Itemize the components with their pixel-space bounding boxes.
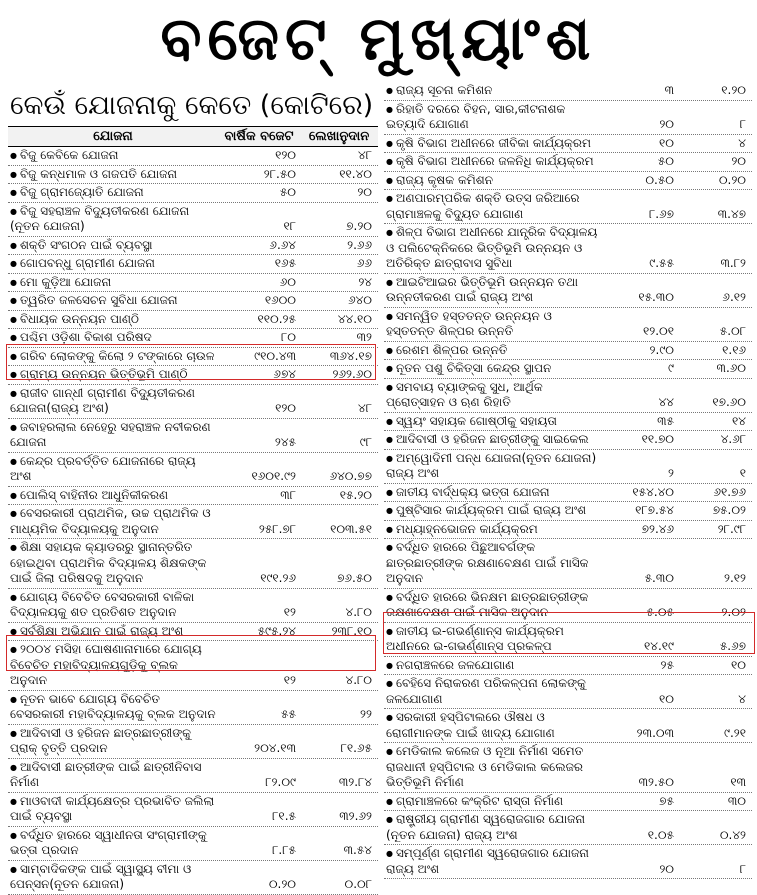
- scheme-name: ● ରେଶମ ଶିଳ୍ପର ଉନ୍ନତି: [384, 343, 604, 359]
- table-row: [384, 101, 752, 135]
- table-row: [384, 450, 752, 484]
- vote-on-account-value: ୬୧.୭୬: [713, 484, 746, 499]
- right-rows: [384, 82, 752, 879]
- scheme-name: ● ଜାତୀୟ ଇ-ଗଭର୍ଣ୍ଣାନ୍ସ କାର୍ଯ୍ୟକ୍ରମ ଅଧୀନରେ ଇ-ଗଭର୍ଣ୍ଣାନ୍ସ ପ୍ରକଳ୍ପ: [384, 624, 604, 655]
- vote-on-account-value: ୨.୧୨: [723, 571, 746, 585]
- table-row: [384, 308, 752, 342]
- annual-budget-value: ୧୧.୭୦: [641, 432, 674, 446]
- scheme-name: ● ଶିକ୍ଷା ସହାୟକ କ୍ୟାଡରରୁ ସ୍ଥାନାନ୍ତରିତ ହୋଇଥିବା ପ୍ରାଥମିକ ବିଦ୍ୟାଳୟ ଶିକ୍ଷକଙ୍କ ପାଇଁ ଜିଲା ପରିଷଦକୁ ଅନୁଦାନ: [8, 540, 218, 587]
- scheme-name: ● ସର୍ବଶିକ୍ଷା ଅଭିଯାନ ପାଇଁ ରାଜ୍ୟ ଅଂଶ: [8, 624, 218, 640]
- vote-on-account-value: ୬୬: [356, 256, 372, 270]
- vote-on-account-value: ୨୦: [357, 185, 372, 199]
- scheme-name: ● ବିଧାୟକ ଉନ୍ନୟନ ପାଣ୍ଠି: [8, 312, 218, 328]
- scheme-name: ● ଗରିବ ଲୋକଙ୍କୁ କିଲୋ ୨ ଟଙ୍କାରେ ଚାଉଳ: [8, 349, 218, 365]
- table-row: [8, 623, 378, 642]
- vote-on-account-value: ୦.୨୦: [718, 172, 746, 187]
- scheme-name: ● ନୂତନ ପଶୁ ଚିକିତ୍ସା କେନ୍ଦ୍ର ସ୍ଥାପନ: [384, 361, 604, 377]
- scheme-name: ● ବିଜୁ ସହରାଞ୍ଚଳ ବିଦ୍ୟୁତୀକରଣ ଯୋଜନା (ନୂତନ ଯୋଜନା): [8, 204, 218, 235]
- scheme-name: ● ମଧ୍ୟାହ୍ନଭୋଜନ କାର୍ଯ୍ୟକ୍ରମ: [384, 522, 604, 538]
- table-row: [8, 691, 378, 725]
- vote-on-account-value: ୩୨: [356, 330, 372, 344]
- annual-budget-value: ୧୫୪.୪୦: [632, 484, 674, 499]
- annual-budget-value: ୮୨.୦୯: [265, 775, 296, 789]
- scheme-name: ● ମାଓବାଦୀ କାର୍ଯ୍ୟକ୍ଷେତ୍ର ପ୍ରଭାବିତ ଜଲିଲା ପାଇଁ ବ୍ୟବସ୍ଥା: [8, 794, 218, 825]
- annual-budget-value: ୨୦: [659, 861, 674, 876]
- vote-on-account-value: ୨୮.୯୮: [717, 521, 746, 536]
- vote-on-account-value: ୩୨.୬୨: [339, 809, 372, 823]
- annual-budget-value: ୫୫: [281, 707, 296, 721]
- left-rows: [8, 147, 378, 895]
- vote-on-account-value: ୧୭.୬୦: [712, 395, 746, 409]
- scheme-name: ● ସମବାୟ ବ୍ୟାଙ୍କକୁ ସୁଧ, ଆର୍ଥିକ ପ୍ରୋତ୍ସାହନ ଓ ଋଣ ରିହାତି: [384, 380, 604, 411]
- vote-on-account-value: ୩୨.୮୪: [338, 775, 372, 789]
- table-row: [384, 342, 752, 361]
- annual-budget-value: ୨.୯୦: [649, 342, 674, 357]
- table-row: [384, 743, 752, 793]
- vote-on-account-value: ୧: [739, 466, 746, 480]
- annual-budget-value: ୨୩.୦୩: [636, 725, 674, 740]
- vote-on-account-value: ୩.୪୭: [717, 206, 746, 221]
- scheme-name: ● ରାଷ୍ଟ୍ରୀୟ ଗ୍ରାମୀଣ ସ୍ୱରୋଜଗାର ଯୋଜନା (ନୂତନ ଯୋଜନା) ରାଜ୍ୟ ଅଂଶ: [384, 812, 604, 843]
- annual-budget-value: ୨୦୪.୧୩: [254, 741, 296, 755]
- vote-on-account-value: ୨୩୮.୧୦: [331, 623, 372, 638]
- vote-on-account-value: ୬୪୦.୭୭: [329, 469, 372, 483]
- table-row: [8, 759, 378, 793]
- scheme-name: ● ୨୦୦୪ ମସିହା ଘୋଷଣାନାମାରେ ଯୋଗ୍ୟ ବିବେଚିତ ମହାବିଦ୍ୟାଳୟଗୁଡ଼ିକୁ ବ୍ଲକ ଅନୁଦାନ: [8, 642, 218, 689]
- scheme-name: ● ଶିଳ୍ପ ବିଭାଗ ଅଧୀନରେ ଯାନ୍ତ୍ରିକ ବିଦ୍ୟାଳୟ ଓ ପଲିଟେକ୍ନିକରେ ଭିତ୍ତିଭୂମି ଉନ୍ନୟନ ଓ ଅତିରିକ୍ତ ଛାତ୍ରାବାସ ସୁବିଧା: [384, 225, 604, 272]
- annual-budget-value: ୧୮: [283, 219, 296, 233]
- scheme-name: ● ସାମ୍ବାଦିକଙ୍କ ପାଇଁ ସ୍ୱାସ୍ଥ୍ୟ ବୀମା ଓ ପେନ୍ସନ(ନୂତନ ଯୋଜନା): [8, 862, 218, 893]
- table-row: [8, 641, 378, 691]
- vote-on-account-value: ୩୦: [727, 793, 746, 808]
- scheme-name: ● ନଗରାଞ୍ଚଳରେ ଜଳଯୋଗାଣ: [384, 658, 604, 674]
- vote-on-account-value: ୪: [738, 691, 746, 706]
- scheme-name: ● ସ୍ୱୟଂ ସହାୟକ ଗୋଷ୍ଠୀକୁ ସହାୟତା: [384, 414, 604, 430]
- annual-budget-value: ୯: [668, 361, 674, 375]
- scheme-name: ● ଯୋଗ୍ୟ ବିବେଚିତ ବେସରକାରୀ ବାଳିକା ବିଦ୍ୟାଳୟକୁ ଶତ ପ୍ରତିଶତ ଅନୁଦାନ: [8, 590, 218, 621]
- table-row: [8, 793, 378, 827]
- annual-budget-value: ୨୫୮.୭୮: [258, 521, 296, 536]
- vote-on-account-value: ୨.୬୬: [347, 237, 372, 252]
- table-row: [8, 311, 378, 330]
- vote-on-account-value: ୨୨: [360, 707, 372, 721]
- annual-budget-value: ୯୧୦.୪୩: [254, 348, 296, 363]
- scheme-name: ● ପଶ୍ଚିମ ଓଡ଼ିଶା ବିକାଶ ପରିଷଦ: [8, 330, 218, 346]
- table-row: [384, 135, 752, 154]
- table-row: [384, 484, 752, 503]
- scheme-name: ● ବର୍ଦ୍ଧିତ ହାରରେ ସ୍ୱାଧୀନତା ସଂଗ୍ରାମୀଙ୍କୁ ଭତ୍ତା ପ୍ରଦାନ: [8, 828, 218, 859]
- annual-budget-value: ୧.୦୫: [647, 827, 674, 842]
- scheme-name: ● ପୁଷ୍ଟିସାର କାର୍ଯ୍ୟକ୍ରମ ପାଇଁ ରାଜ୍ୟ ଅଂଶ: [384, 503, 604, 519]
- vote-on-account-value: ୧.୧୬: [722, 342, 746, 357]
- table-row: [384, 172, 752, 191]
- scheme-name: ● ବିଜୁ ଗ୍ରାମଜ୍ୟୋତି ଯୋଜନା: [8, 185, 218, 201]
- annual-budget-value: ୧୪.୧୯: [644, 639, 674, 653]
- annual-budget-value: ୧୬୫: [274, 256, 296, 270]
- table-row: [384, 82, 752, 101]
- table-row: [384, 811, 752, 845]
- annual-budget-value: ୧୨: [283, 673, 296, 687]
- scheme-name: ● କେନ୍ଦ୍ର ପ୍ରବର୍ତ୍ତିତ ଯୋଜନାରେ ରାଜ୍ୟ ଅଂଶ: [8, 454, 218, 485]
- annual-budget-value: ୧୦: [659, 135, 674, 150]
- table-row: [384, 413, 752, 432]
- table-row: [384, 657, 752, 676]
- table-row: [8, 237, 378, 256]
- vote-on-account-value: ୭୬.୫୦: [337, 571, 372, 585]
- vote-on-account-value: ୯.୨୧: [723, 725, 746, 740]
- scheme-name: ● ମେଡିକାଲ କଲେଜ ଓ ନୂଆ ନିର୍ମାଣ ସମେତ ରାଜଧାନୀ ହସ୍ପିଟାଲ ଓ ମେଡିକାଲ କଲେଜର ଭିତ୍ତିଭୂମି ନିର୍ମାଣ: [384, 744, 604, 791]
- annual-budget-value: ୨୪୫: [274, 435, 296, 449]
- table-row: [8, 487, 378, 506]
- table-row: [384, 793, 752, 812]
- vote-on-account-value: ୪: [738, 135, 746, 150]
- table-row: [8, 539, 378, 589]
- table-row: [8, 147, 378, 166]
- table-row: [384, 539, 752, 589]
- annual-budget-value: ୫୦: [657, 154, 674, 168]
- vote-on-account-value: ୪.୬୮: [720, 432, 746, 446]
- left-budget-table: [8, 126, 378, 895]
- annual-budget-value: ୫.୩୦: [644, 571, 674, 585]
- table-row: [384, 224, 752, 274]
- vote-on-account-value: ୬୪୦: [348, 293, 372, 307]
- table-row: [8, 453, 378, 487]
- scheme-name: ● ରାଜୀବ ଗାନ୍ଧୀ ଗ୍ରାମୀଣ ବିଦ୍ୟୁତୀକରଣ ଯୋଜନା(ରାଜ୍ୟ ଅଂଶ): [8, 386, 218, 417]
- vote-on-account-value: ୧.୨୦: [721, 83, 746, 97]
- scheme-name: ● କୃଷି ବିଭାଗ ଅଧୀନରେ ଜଳନିଧି କାର୍ଯ୍ୟକ୍ରମ: [384, 154, 604, 170]
- table-row: [384, 274, 752, 308]
- table-row: [8, 419, 378, 453]
- scheme-name: ● ଆଦିବାସୀ ଓ ହରିଜନ ଛାତ୍ରୀଙ୍କୁ ସାଇକେଲ: [384, 432, 604, 448]
- vote-on-account-value: ୩.୫୪: [343, 843, 372, 857]
- vote-on-account-value: ୨୦: [731, 154, 746, 168]
- scheme-name: ● ଗ୍ରାମାଞ୍ଚଳରେ କଂକ୍ରିଟ ରାସ୍ତା ନିର୍ମାଣ: [384, 794, 604, 810]
- scheme-name: ● ବର୍ଦ୍ଧିତ ହାରରେ ପିଛୁଆବର୍ଗଙ୍କ ଛାତ୍ରଛାତ୍ରୀଙ୍କ ରକ୍ଷଣାବେକ୍ଷଣ ପାଇଁ ମାସିକ ଅନୁଦାନ: [384, 540, 604, 587]
- vote-on-account-value: ୧୩: [730, 775, 746, 789]
- table-row: [384, 153, 752, 172]
- vote-on-account-value: ୧୦: [731, 657, 746, 672]
- annual-budget-value: ୩: [664, 83, 674, 97]
- vote-on-account-value: ୨.୦୨: [721, 605, 746, 619]
- annual-budget-value: ୫.୦୫: [646, 605, 674, 619]
- scheme-name: ● ବର୍ଦ୍ଧିତ ହାରରେ ଭିନକ୍ଷମ ଛାତ୍ରଛାତ୍ରୀଙ୍କ ରକ୍ଷଣାବେକ୍ଷଣ ପାଇଁ ମାସିକ ଅନୁଦାନ: [384, 590, 604, 621]
- table-row: [8, 329, 378, 348]
- table-row: [8, 505, 378, 539]
- vote-on-account-value: ୩.୮୨: [720, 256, 746, 270]
- scheme-name: ● ରାଜ୍ୟ ସୂଚନା କମିଶନ: [384, 83, 604, 99]
- annual-budget-value: ୩୫: [657, 413, 674, 428]
- annual-budget-value: ୨: [668, 466, 674, 480]
- table-row: [384, 589, 752, 623]
- vote-on-account-value: ୪.୮୦: [345, 605, 372, 619]
- table-row: [384, 675, 752, 709]
- annual-budget-value: ୬.୬୪: [269, 237, 296, 252]
- annual-budget-value: ୯.୫୫: [649, 256, 674, 270]
- vote-on-account-value: ୧୪: [732, 413, 746, 428]
- vote-on-account-value: ୭୫.୦୨: [712, 503, 746, 517]
- table-row: [384, 360, 752, 379]
- annual-budget-value: ୧୨: [283, 605, 296, 619]
- scheme-name: ● ଆଦିବାସୀ ଓ ହରିଜନ ଛାତ୍ରଛାତ୍ରୀଙ୍କୁ ପ୍ରାକ୍ ବୃତ୍ତି ପ୍ରଦାନ: [8, 726, 218, 757]
- scheme-name: ● ମୋ କୁଡ଼ିଆ ଯୋଜନା: [8, 275, 218, 291]
- vote-on-account-value: ୩୬୪.୧୭: [329, 348, 372, 363]
- vote-on-account-value: ୨୬୨.୬୦: [332, 367, 372, 381]
- table-row: [8, 348, 378, 367]
- annual-budget-value: ୧୨.୦୧: [643, 324, 674, 338]
- scheme-name: ● ସମନ୍ୱିତ ହସ୍ତତନ୍ତ ଉନ୍ନୟନ ଓ ହସ୍ତତନ୍ତ ଶିଳ୍ପର ଉନ୍ନତି: [384, 309, 604, 340]
- annual-budget-value: ୮୧.୫: [272, 809, 296, 823]
- table-row: [8, 861, 378, 895]
- scheme-name: ● ତ୍ୱରିତ ଜଳସେଚନ ସୁବିଧା ଯୋଜନା: [8, 293, 218, 309]
- table-row: [384, 379, 752, 413]
- scheme-name: ● ରିହାତି ଦରରେ ବିହନ, ସାର,କୀଟନାଶକ ଇତ୍ୟାଦି ଯୋଗାଣ: [384, 102, 604, 133]
- scheme-name: ● ସମ୍ପୂର୍ଣ୍ଣ ଗ୍ରାମୀଣ ସ୍ୱରୋଜଗାର ଯୋଜନା ରାଜ୍ୟ ଅଂଶ: [384, 846, 604, 877]
- scheme-name: ● ପୋଲିସ୍ ବାହିନୀର ଆଧୁନିକୀକରଣ: [8, 488, 218, 504]
- annual-budget-value: ୧୧୦.୨୫: [257, 311, 296, 326]
- annual-budget-value: ୮.୬୭: [649, 206, 674, 221]
- annual-budget-value: ୧୮୭.୫୪: [635, 503, 674, 517]
- vote-on-account-value: ୭.୨୦: [346, 219, 372, 233]
- annual-budget-value: ୩୮: [280, 487, 296, 502]
- vote-on-account-value: ୮୧.୬୫: [340, 741, 372, 755]
- table-row: [8, 184, 378, 203]
- table-row: [8, 203, 378, 237]
- table-row: [8, 255, 378, 274]
- annual-budget-value: ୧୦: [659, 691, 674, 706]
- annual-budget-value: ୪୪: [658, 395, 674, 409]
- table-row: [8, 166, 378, 185]
- table-row: [8, 292, 378, 311]
- vote-on-account-value: ୪୪.୧୦: [337, 311, 372, 326]
- annual-budget-value: ୮୦: [281, 330, 296, 344]
- annual-budget-value: ୭୨.୪୬: [641, 521, 674, 536]
- annual-budget-value: ୧୨୦: [275, 148, 296, 162]
- annual-budget-value: ୫୦: [279, 185, 296, 199]
- scheme-name: ● ଶକ୍ତି ସଂଗଠନ ପାଇଁ ବ୍ୟବସ୍ଥା: [8, 238, 218, 254]
- vote-on-account-value: ୪୮: [358, 401, 372, 415]
- vote-on-account-value: ୧୦୩.୫୧: [330, 521, 372, 536]
- annual-budget-value: ୧୫.୩୦: [638, 290, 674, 304]
- annual-budget-value: ୫୯୫.୨୪: [257, 623, 296, 638]
- header-vote-on-account: ଲେଖାନୁଦାନ: [308, 129, 370, 144]
- annual-budget-value: ୧୯୧.୨୬: [260, 571, 296, 585]
- scheme-name: ● କୃଷି ବିଭାଗ ଅଧୀନରେ ଜୀବିକା କାର୍ଯ୍ୟକ୍ରମ: [384, 136, 604, 152]
- scheme-name: ● ସରକାରୀ ହସ୍ପିଟାଲରେ ଔଷଧ ଓ ରୋଗୀମାନଙ୍କ ପାଇଁ ଖାଦ୍ୟ ଯୋଗାଣ: [384, 710, 604, 741]
- vote-on-account-value: ୫.୦୮: [719, 324, 746, 338]
- scheme-name: ● ରାଜ୍ୟ କୃଷକ କମିଶନ: [384, 173, 604, 189]
- scheme-name: ● ଆଦିବାସୀ ଛାତ୍ରୀଙ୍କ ପାଇଁ ଛାତ୍ରୀନିବାସ ନିର୍ମାଣ: [8, 760, 218, 791]
- table-row: [384, 431, 752, 450]
- vote-on-account-value: ୫.୬୭: [719, 639, 746, 653]
- vote-on-account-value: ୩.୬୦: [716, 361, 746, 375]
- scheme-name: ● ବିଜୁ କେବିକେ ଯୋଜନା: [8, 148, 218, 164]
- vote-on-account-value: ୧୫.୨୦: [339, 487, 372, 502]
- scheme-name: ● ଜାତୀୟ ବାର୍ଦ୍ଧକ୍ୟ ଭତ୍ତା ଯୋଜନା: [384, 485, 604, 501]
- vote-on-account-value: ୬.୧୨: [722, 290, 746, 304]
- annual-budget-value: ୩୨.୫୦: [638, 775, 674, 789]
- scheme-name: ● ଗୋପବନ୍ଧୁ ଗ୍ରାମୀଣ ଯୋଜନା: [8, 256, 218, 272]
- vote-on-account-value: ୪୮: [358, 148, 372, 162]
- header-annual-budget: ବାର୍ଷିକ ବଜେଟ: [224, 129, 294, 144]
- vote-on-account-value: ୨୪: [358, 274, 372, 289]
- scheme-name: ● ଅମ୍ୱୋଦିମୀ ପନ୍ଧ ଯୋଜନା(ନୂତନ ଯୋଜନା) ରାଜ୍ୟ ଅଂଶ: [384, 451, 604, 482]
- subheading: କେଉଁ ଯୋଜନାକୁ କେତେ (କୋଟିରେ): [10, 90, 374, 121]
- scheme-name: ● ନୂତନ ଭାବେ ଯୋଗ୍ୟ ବିବେଚିତ ବେସରକାରୀ ମହାବିଦ୍ୟାଳୟକୁ ବ୍ଲକ ଅନୁଦାନ: [8, 692, 218, 723]
- table-row: [384, 190, 752, 224]
- headline: ବଜେଟ୍ ମୁଖ୍ୟାଂଶ: [160, 4, 597, 74]
- scheme-name: ● ଆଇଟିଆଇର ଭିତ୍ତିଭୂମି ଉନ୍ନୟନ ତଥା ଉନ୍ନତୀକରଣ ପାଇଁ ରାଜ୍ୟ ଅଂଶ: [384, 275, 604, 306]
- annual-budget-value: ୮.୮୫: [272, 843, 296, 857]
- annual-budget-value: ୨୫: [660, 657, 674, 672]
- vote-on-account-value: ୧୧.୪୦: [339, 166, 372, 181]
- vote-on-account-value: ୪.୮୦: [345, 673, 372, 687]
- table-row: [384, 845, 752, 879]
- table-row: [8, 274, 378, 293]
- scheme-name: ● ଅଣପାରମ୍ପରିକ ଶକ୍ତି ଉତ୍ସ ଜରିଆରେ ଗ୍ରାମାଞ୍ଚଳକୁ ବିଦ୍ୟୁତ ଯୋଗାଣ: [384, 191, 604, 222]
- left-table-header: [8, 126, 378, 147]
- vote-on-account-value: ୮: [739, 117, 746, 131]
- table-row: [8, 827, 378, 861]
- annual-budget-value: ୧୨୦: [275, 401, 296, 415]
- vote-on-account-value: ୮: [739, 861, 746, 876]
- table-row: [8, 366, 378, 385]
- scheme-name: ● ବେସରକାରୀ ପ୍ରାଥମିକ, ଉଚ୍ଚ ପ୍ରାଥମିକ ଓ ମାଧ୍ୟମିକ ବିଦ୍ୟାଳୟକୁ ଅନୁଦାନ: [8, 506, 218, 537]
- annual-budget-value: ୦.୫୦: [645, 172, 674, 187]
- scheme-name: ● ବେହିସେ ନିରାକରଣ ପରିକଳ୍ପନା ଲୋକଙ୍କୁ ଜଳଯୋଗାଣ: [384, 676, 604, 707]
- annual-budget-value: ୧୬୦୧.୯୨: [251, 469, 296, 483]
- table-row: [384, 623, 752, 657]
- annual-budget-value: ୬୭୪: [273, 367, 296, 381]
- scheme-name: ● ଜବାହରଲାଲ ନେହେରୁ ସହରାଞ୍ଚଳ ନବୀକରଣ ଯୋଜନା: [8, 420, 218, 451]
- vote-on-account-value: ୯୮: [359, 435, 372, 449]
- scheme-name: ● ବିଜୁ କନ୍ଧମାଳ ଓ ଗଜପତି ଯୋଜନା: [8, 167, 218, 183]
- table-row: [8, 725, 378, 759]
- annual-budget-value: ୭୫: [659, 793, 674, 808]
- annual-budget-value: ୧୬୦୦: [264, 293, 296, 307]
- table-row: [384, 521, 752, 540]
- table-row: [384, 502, 752, 521]
- table-row: [8, 385, 378, 419]
- header-scheme: ଯୋଜନା: [93, 129, 133, 144]
- scheme-name: ● ଗ୍ରାମ୍ୟ ଉନ୍ନୟନ ଭିତ୍ତିଭୂମି ପାଣ୍ଠି: [8, 367, 218, 383]
- vote-on-account-value: ୦.୦୮: [344, 877, 372, 891]
- vote-on-account-value: ୦.୪୨: [719, 827, 746, 842]
- table-row: [8, 589, 378, 623]
- annual-budget-value: ୬୦: [279, 274, 296, 289]
- annual-budget-value: ୨୮.୫୦: [263, 166, 296, 181]
- annual-budget-value: ୦.୨୦: [268, 877, 296, 891]
- annual-budget-value: ୨୦: [659, 117, 674, 131]
- right-budget-table: [384, 82, 752, 879]
- table-row: [384, 709, 752, 743]
